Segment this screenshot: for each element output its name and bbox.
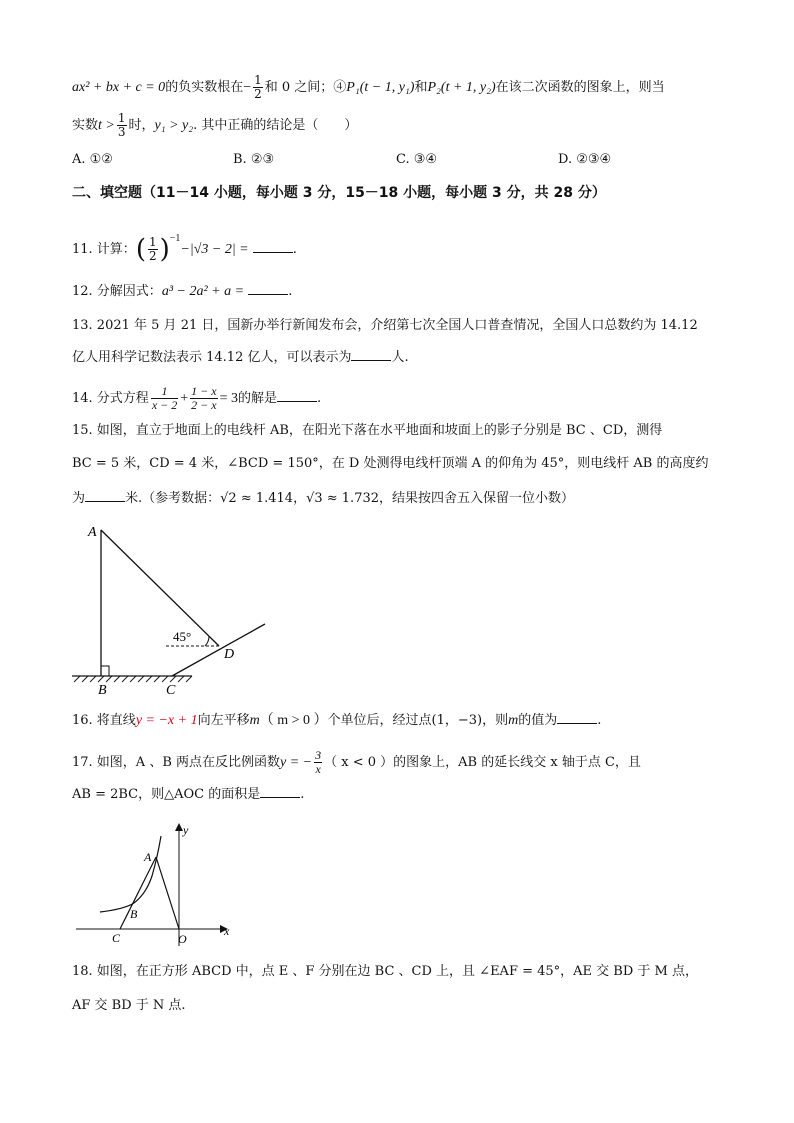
q17-line-1: 17. 如图，A 、B 两点在反比例函数y = − $\frac{3}{x}$ （ x < 0 ）的图象上，AB 的延长线交 x 轴于点 C，且 (72, 748, 641, 776)
q14-line: 14. 分式方程 $\frac{1}{x - 2}$ + $\frac{1 - x}{2 - x}$ = 3的解是 . (72, 384, 322, 412)
q17-figure (72, 818, 242, 950)
q15-label-a: A (88, 525, 97, 540)
q15-figure (68, 518, 273, 700)
q10-text-b: 和 0 之间；④ (264, 80, 347, 95)
q16-line-equation: y = −x + 1 (135, 713, 198, 728)
section-heading: 二、填空题（11－14 小题，每小题 3 分，15－18 小题，每小题 3 分，共 28 分） (72, 185, 606, 201)
q10-text-g: . 其中正确的结论是（ ） (193, 118, 358, 133)
q18-line-2: AF 交 BD 于 N 点. (72, 998, 186, 1013)
option-d: D. ②③④ (558, 152, 612, 167)
option-a: A. ①② (72, 152, 113, 167)
q10-t-condition: t > (98, 118, 115, 133)
q10-text-f: 时， (128, 118, 155, 133)
q13-line-2: 亿人用科学记数法表示 14.12 亿人，可以表示为 人. (72, 350, 409, 365)
q17-answer-blank (260, 785, 300, 798)
q17-label-o: O (178, 932, 187, 946)
q10-fraction-neg-half: $\frac{1}{2}$ (254, 73, 262, 101)
q14-label: 14. 分式方程 (72, 391, 149, 406)
q11-exponent: −1 (169, 233, 181, 244)
q18-line-1: 18. 如图，在正方形 ABCD 中，点 E 、F 分别在边 BC 、CD 上，且 ∠EAF = 45°，AE 交 BD 于 M 点， (72, 964, 698, 979)
q17-fraction: $\frac{3}{x}$ (315, 748, 322, 776)
q10-line-1: ax² + bx + c = 0的负实数根在− $\frac{1}{2}$ 和 0 之间；④P₁(t − 1, y₁)和P₂(t + 1, y₂)在该二次函数的图象上，则当 (72, 73, 665, 101)
q15-label-b: B (98, 683, 107, 698)
q10-text-a: 的负实数根在 (165, 80, 244, 95)
q15-label-c: C (166, 683, 176, 698)
q12-answer-blank (248, 282, 288, 295)
q11-expression: −|√3 − 2| = (180, 242, 249, 257)
q10-y-condition: y₁ > y₂ (154, 118, 194, 133)
q11-answer-blank (253, 240, 293, 253)
q15-angle-label: 45° (173, 629, 192, 644)
q13-answer-blank (351, 348, 391, 361)
q14-fraction-2: $\frac{1 - x}{2 - x}$ (191, 384, 217, 412)
q10-point-p1: P₁(t − 1, y₁) (346, 80, 415, 95)
q15-answer-blank (85, 489, 125, 502)
q17-label-c: C (112, 931, 121, 945)
q17-label-b: B (130, 907, 138, 921)
q12-label: 12. 分解因式： (72, 284, 162, 299)
q12-expression: a³ − 2a² + a = (161, 284, 245, 299)
q10-point-p2: P₂(t + 1, y₂) (427, 80, 496, 95)
q16-answer-blank (557, 711, 597, 724)
q10-text-d: 在该二次函数的图象上，则当 (495, 80, 665, 95)
q12-line: 12. 分解因式：a³ − 2a² + a = . (72, 284, 293, 299)
q10-text-e: 实数 (72, 118, 99, 133)
q16-line: 16. 将直线y = −x + 1向左平移m（ m > 0 ）个单位后，经过点(1，−3)，则m的值为 . (72, 713, 602, 728)
q15-line-1: 15. 如图，直立于地面上的电线杆 AB，在阳光下落在水平地面和坡面上的影子分别是 BC 、CD，测得 (72, 423, 663, 438)
q15-line-2: BC = 5 米，CD = 4 米，∠BCD = 150°，在 D 处测得电线杆顶端 A 的仰角为 45°，则电线杆 AB 的高度约 (72, 456, 709, 471)
q11-fraction: $\frac{1}{2}$ (148, 235, 157, 263)
option-b: B. ②③ (233, 152, 275, 167)
q17-line-2: AB = 2BC，则△AOC 的面积是 . (72, 787, 305, 802)
q10-equation: ax² + bx + c = 0 (72, 80, 166, 95)
q10-fraction-third: $\frac{1}{3}$ (117, 111, 126, 139)
q15-label-d: D (224, 647, 235, 662)
option-c: C. ③④ (396, 152, 438, 167)
q10-text-c: 和 (414, 80, 428, 95)
q11-line: 11. 计算：( $\frac{1}{2}$ )$^{-1}$−|√3 − 2| = . (72, 233, 297, 265)
q14-fraction-1: $\frac{1}{x - 2}$ (151, 384, 178, 412)
q17-label-y: y (183, 823, 189, 837)
q17-label-a: A (144, 850, 152, 864)
q10-line-2 (72, 112, 357, 139)
q17-label-x: x (224, 924, 230, 938)
q11-label: 11. 计算： (72, 242, 136, 257)
q14-answer-blank (277, 389, 317, 402)
q13-line-1: 13. 2021 年 5 月 21 日，国新办举行新闻发布会，介绍第七次全国人口普查情况，全国人口总数约为 14.12 (72, 318, 698, 333)
q15-line-3: 为 米.（参考数据：√2 ≈ 1.414，√3 ≈ 1.732，结果按四舍五入保留一位小数） (72, 491, 575, 506)
